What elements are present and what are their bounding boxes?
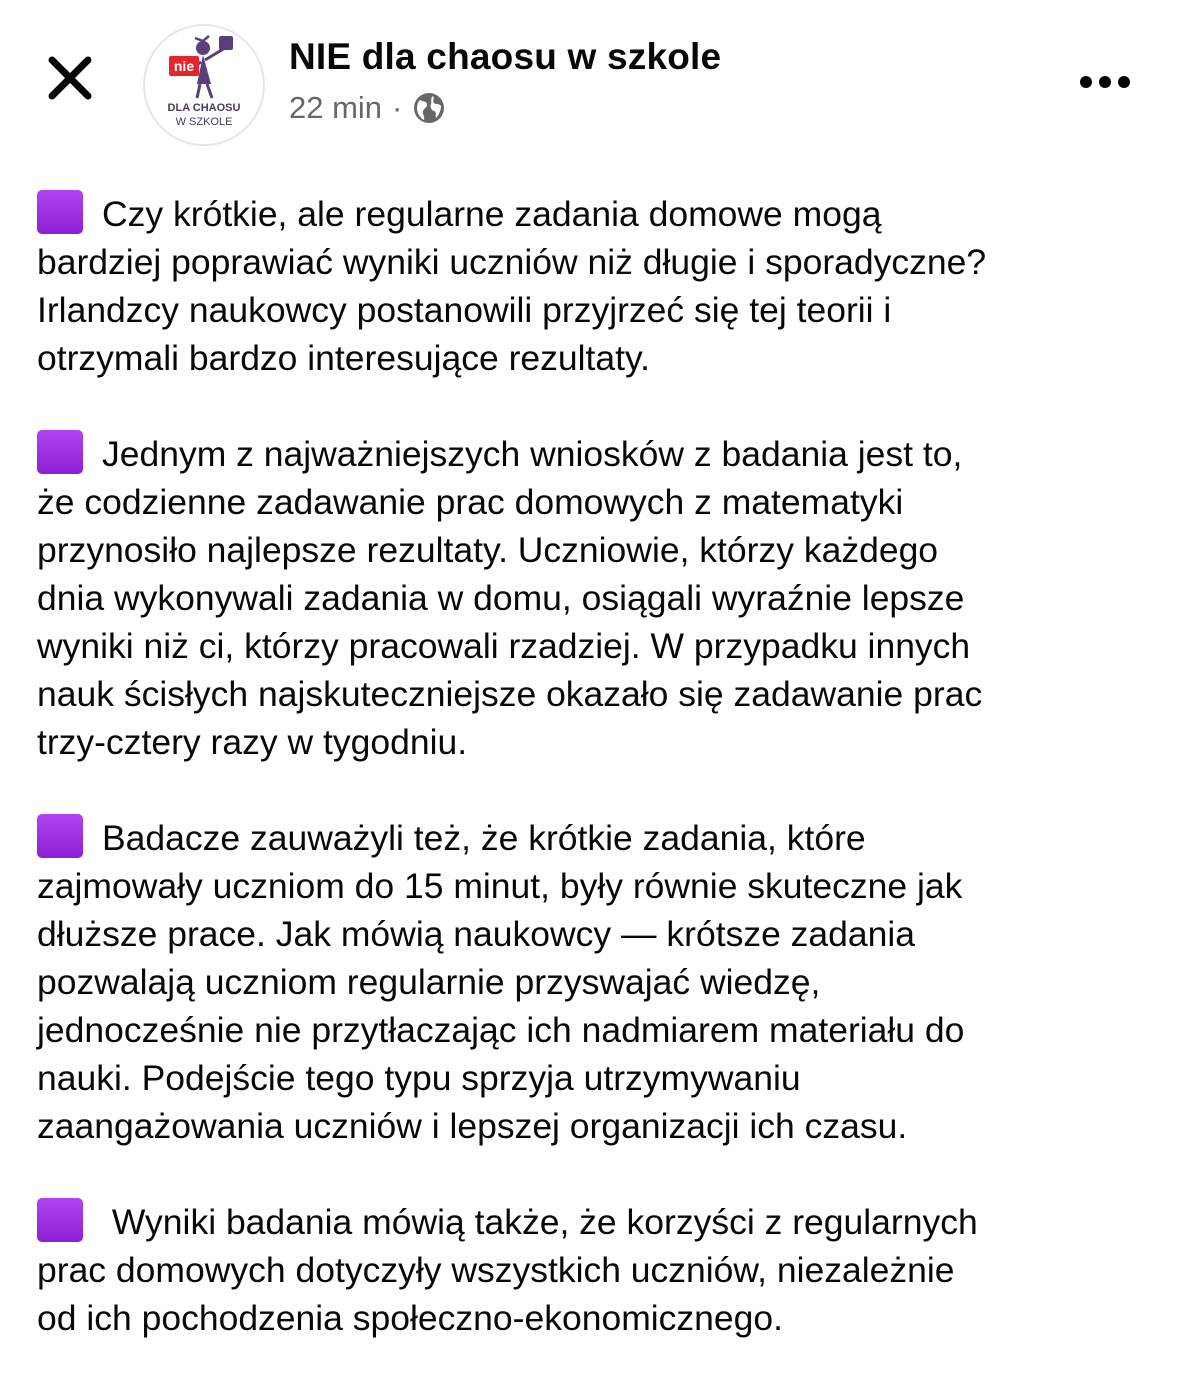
page-avatar[interactable] (143, 24, 265, 146)
logo-line1: DLA CHAOSU (167, 102, 241, 114)
post-header (0, 0, 1179, 160)
post-body (37, 190, 1162, 1390)
text-line: Jednym z najważniejszych wniosków z badania jest to, (37, 430, 1162, 478)
text-line: trzy-cztery razy w tygodniu. (37, 722, 468, 762)
text-line: nauki. Podejście tego typu sprzyja utrzymywaniu (37, 1058, 801, 1098)
text-line: nauk ścisłych najskuteczniejsze okazało się zadawanie prac (37, 674, 983, 714)
text-line: Irlandzcy naukowcy postanowili przyjrzeć się tej teorii i (37, 290, 892, 330)
purple-square-icon (37, 814, 83, 858)
meta-separator: · (392, 90, 403, 125)
logo-word: nie (173, 58, 195, 74)
text-line: prac domowych dotyczyły wszystkich uczniów, niezależnie (37, 1250, 955, 1290)
text-line: dłuższe prace. Jak mówią naukowcy — krótsze zadania (37, 914, 916, 954)
text-line: Wyniki badania mówią także, że korzyści z regularnych (37, 1198, 1162, 1246)
post-paragraph (37, 190, 1162, 382)
page-name-link[interactable]: NIE dla chaosu w szkole (289, 36, 722, 77)
globe-icon (412, 91, 446, 125)
text-line: od ich pochodzenia społeczno-ekonomicznego. (37, 1298, 783, 1338)
purple-square-icon (37, 190, 83, 234)
logo-line2: W SZKOLE (175, 116, 233, 128)
text-line: dnia wykonywali zadania w domu, osiągali wyraźnie lepsze (37, 578, 965, 618)
text-line: wyniki niż ci, którzy pracowali rzadziej. W przypadku innych (37, 626, 971, 666)
page-logo (145, 26, 263, 144)
text-line: przynosiło najlepsze rezultaty. Uczniowie, którzy każdego (37, 530, 939, 570)
post-meta (289, 90, 446, 126)
post-paragraph (37, 814, 1162, 1150)
purple-square-icon (37, 430, 83, 474)
close-icon (40, 48, 104, 112)
more-icon (1074, 62, 1140, 102)
post-paragraph (37, 1198, 1162, 1342)
close-button[interactable] (40, 48, 104, 112)
text-line: zaangażowania uczniów i lepszej organizacji ich czasu. (37, 1106, 908, 1146)
text-line: Czy krótkie, ale regularne zadania domowe mogą (37, 190, 1162, 238)
text-line: otrzymali bardzo interesujące rezultaty. (37, 338, 650, 378)
post-time[interactable]: 22 min (289, 90, 383, 125)
text-line: że codzienne zadawanie prac domowych z matematyki (37, 482, 904, 522)
text-line: zajmowały uczniom do 15 minut, były równie skuteczne jak (37, 866, 963, 906)
text-line: Badacze zauważyli też, że krótkie zadania, które (37, 814, 1162, 862)
text-line: pozwalają uczniom regularnie przyswajać wiedzę, (37, 962, 821, 1002)
text-line: jednocześnie nie przytłaczając ich nadmiarem materiału do (37, 1010, 965, 1050)
purple-square-icon (37, 1198, 83, 1242)
more-options-button[interactable] (1074, 62, 1140, 102)
text-line: bardziej poprawiać wyniki uczniów niż długie i sporadyczne? (37, 242, 987, 282)
post-paragraph (37, 430, 1162, 766)
